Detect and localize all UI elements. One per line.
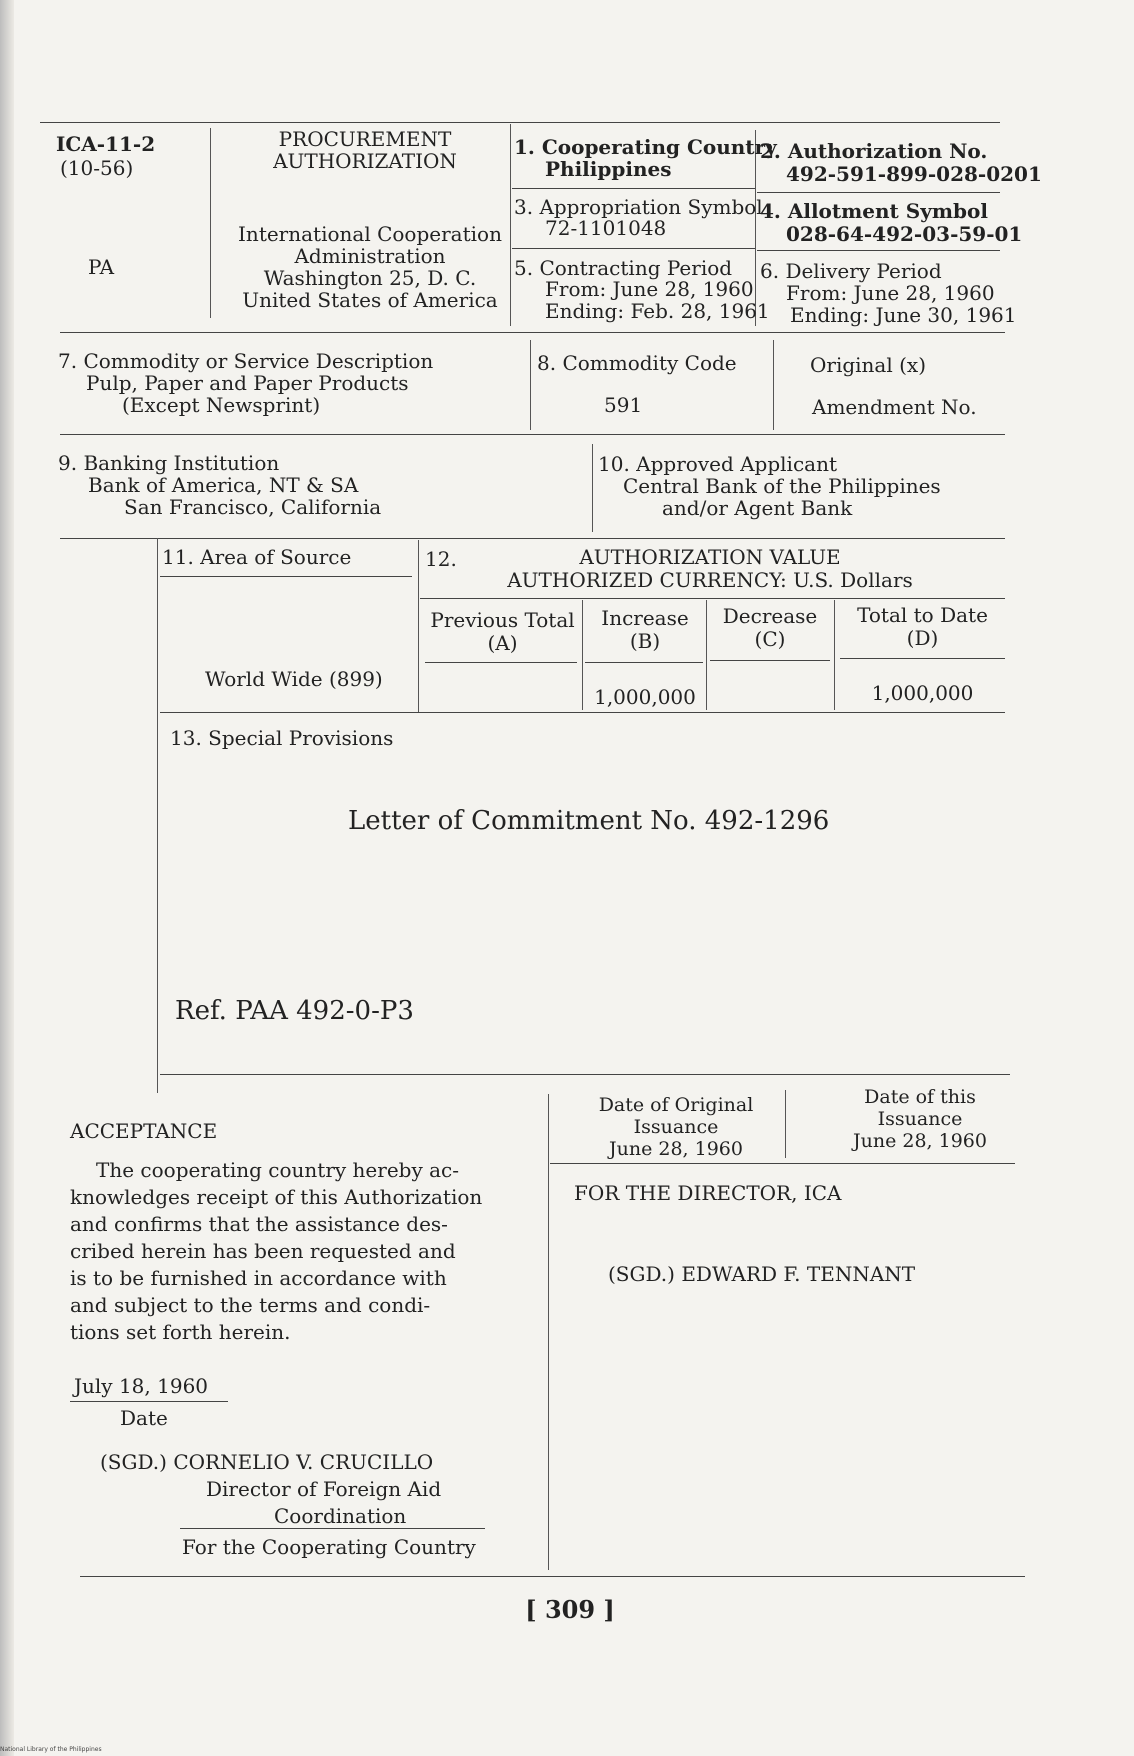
field1-value: Philippines bbox=[545, 157, 672, 181]
col-c-header-1: Decrease bbox=[722, 604, 818, 628]
acceptance-line-4: cribed herein has been requested and bbox=[70, 1239, 456, 1263]
reference: Ref. PAA 492-0-P3 bbox=[175, 996, 414, 1026]
cell-increase: 1,000,000 bbox=[594, 685, 696, 709]
rule-f2 bbox=[757, 192, 1000, 193]
cell-total-to-date: 1,000,000 bbox=[871, 681, 974, 705]
rule-issuance bbox=[550, 1163, 1015, 1164]
field9-line2: San Francisco, California bbox=[124, 495, 382, 519]
original-issuance-date: June 28, 1960 bbox=[609, 1138, 743, 1160]
rule-col-d bbox=[840, 658, 1005, 659]
agency-line4: United States of America bbox=[242, 288, 498, 312]
rule-value-header bbox=[420, 598, 1005, 599]
provisions-label: 13. Special Provisions bbox=[170, 726, 394, 750]
acceptance-date: July 18, 1960 bbox=[74, 1374, 209, 1398]
acceptance-signer: (SGD.) CORNELIO V. CRUCILLO bbox=[100, 1450, 434, 1474]
signer-for: For the Cooperating Country bbox=[182, 1535, 476, 1559]
rule-date bbox=[70, 1401, 228, 1402]
rule-col-a bbox=[425, 662, 577, 663]
acceptance-line-2: knowledges receipt of this Authorization bbox=[70, 1185, 483, 1209]
field6-to: Ending: June 30, 1961 bbox=[790, 303, 1017, 327]
acceptance-line-3: and confirms that the assistance des- bbox=[70, 1212, 448, 1236]
rule-col-c bbox=[710, 660, 830, 661]
original-issuance-label-2: Issuance bbox=[633, 1116, 719, 1138]
field6-from: From: June 28, 1960 bbox=[786, 281, 995, 305]
field9-line1: Bank of America, NT & SA bbox=[88, 473, 359, 497]
this-issuance-label-1: Date of this bbox=[864, 1086, 976, 1108]
rule-f1 bbox=[512, 188, 755, 189]
letter-of-commitment: Letter of Commitment No. 492-1296 bbox=[348, 806, 830, 836]
provisions-left-border bbox=[157, 538, 158, 1093]
col-d-header-2: (D) bbox=[906, 626, 939, 650]
rule-f3 bbox=[512, 248, 755, 249]
agency-line3: Washington 25, D. C. bbox=[263, 266, 477, 290]
agency-line1: International Cooperation bbox=[238, 222, 502, 246]
field10-line2: and/or Agent Bank bbox=[662, 496, 853, 520]
field5-label: 5. Contracting Period bbox=[514, 256, 733, 280]
this-issuance-date: June 28, 1960 bbox=[853, 1130, 987, 1152]
col-b-header-1: Increase bbox=[601, 606, 689, 630]
field4-label: 4. Allotment Symbol bbox=[760, 199, 988, 223]
page-number: [ 309 ] bbox=[525, 1595, 615, 1624]
field10-line1: Central Bank of the Philippines bbox=[623, 474, 941, 498]
title-line2: AUTHORIZATION bbox=[273, 149, 457, 173]
field12-label: 12. bbox=[425, 547, 457, 571]
acceptance-date-label: Date bbox=[120, 1406, 168, 1430]
rule-f4 bbox=[757, 250, 1000, 251]
col-a-header-1: Previous Total bbox=[430, 608, 575, 632]
header-divider-3 bbox=[755, 130, 756, 326]
rule-signer bbox=[180, 1528, 485, 1529]
rule-col-b bbox=[585, 662, 703, 663]
acceptance-divider bbox=[548, 1094, 549, 1570]
field7-line2: (Except Newsprint) bbox=[122, 393, 321, 417]
col-b-header-2: (B) bbox=[629, 629, 661, 653]
rule-field11 bbox=[160, 576, 412, 577]
field7-line1: Pulp, Paper and Paper Products bbox=[86, 371, 409, 395]
field12-title: AUTHORIZATION VALUE bbox=[579, 545, 841, 569]
header-divider-2 bbox=[510, 124, 511, 326]
field2-label: 2. Authorization No. bbox=[760, 139, 988, 163]
rule-bottom bbox=[80, 1576, 1025, 1577]
form-date: (10-56) bbox=[60, 156, 134, 180]
signer-title-1: Director of Foreign Aid bbox=[206, 1477, 442, 1501]
field1-label: 1. Cooperating Country bbox=[514, 135, 777, 159]
rule-value-bottom bbox=[160, 712, 1005, 713]
header-divider-1 bbox=[210, 128, 211, 318]
field3-value: 72-1101048 bbox=[545, 216, 667, 240]
field11-label: 11. Area of Source bbox=[162, 545, 352, 569]
this-issuance-label-2: Issuance bbox=[877, 1108, 963, 1130]
acceptance-title: ACCEPTANCE bbox=[70, 1119, 218, 1143]
for-the-director: FOR THE DIRECTOR, ICA bbox=[574, 1181, 842, 1205]
rule-row9 bbox=[60, 538, 1005, 539]
acceptance-line-6: and subject to the terms and condi- bbox=[70, 1293, 431, 1317]
top-rule bbox=[40, 122, 1000, 123]
field5-from: From: June 28, 1960 bbox=[545, 277, 754, 301]
field2-value: 492-591-899-028-0201 bbox=[786, 162, 1042, 186]
director-signature: (SGD.) EDWARD F. TENNANT bbox=[608, 1262, 916, 1286]
field11-value: World Wide (899) bbox=[205, 667, 383, 691]
footer-credit: National Library of the Philippines bbox=[0, 1746, 102, 1753]
agency-line2: Administration bbox=[294, 244, 446, 268]
field9-label: 9. Banking Institution bbox=[58, 451, 280, 475]
field4-value: 028-64-492-03-59-01 bbox=[786, 222, 1023, 246]
field12-currency: AUTHORIZED CURRENCY: U.S. Dollars bbox=[507, 568, 913, 592]
field10-label: 10. Approved Applicant bbox=[598, 452, 837, 476]
col-a-header-2: (A) bbox=[487, 631, 518, 655]
acceptance-line-5: is to be furnished in accordance with bbox=[70, 1266, 447, 1290]
divider-8-orig bbox=[773, 340, 774, 430]
title-line1: PROCUREMENT bbox=[278, 127, 452, 151]
col-divider-ab bbox=[582, 600, 583, 710]
field6-label: 6. Delivery Period bbox=[760, 259, 942, 283]
rule-row7 bbox=[60, 434, 1005, 435]
issuance-divider bbox=[785, 1090, 786, 1158]
divider-11-12 bbox=[418, 540, 419, 712]
col-divider-bc bbox=[706, 600, 707, 710]
signer-title-2: Coordination bbox=[274, 1504, 407, 1528]
divider-9-10 bbox=[592, 444, 593, 532]
acceptance-line-7: tions set forth herein. bbox=[70, 1320, 291, 1344]
rule-header-bottom bbox=[60, 332, 1005, 333]
acceptance-line-1: The cooperating country hereby ac- bbox=[96, 1158, 460, 1182]
rule-provisions-bottom bbox=[160, 1074, 1010, 1075]
field8-label: 8. Commodity Code bbox=[537, 351, 737, 375]
field8-value: 591 bbox=[604, 393, 643, 417]
field7-label: 7. Commodity or Service Description bbox=[58, 349, 434, 373]
col-c-header-2: (C) bbox=[754, 627, 786, 651]
col-d-header-1: Total to Date bbox=[857, 603, 988, 627]
field5-to: Ending: Feb. 28, 1961 bbox=[545, 299, 770, 323]
original-mark: Original (x) bbox=[810, 353, 926, 377]
amendment-number: Amendment No. bbox=[812, 395, 977, 419]
scan-edge bbox=[0, 0, 14, 1756]
col-divider-cd bbox=[834, 600, 835, 710]
original-issuance-label-1: Date of Original bbox=[598, 1094, 754, 1116]
divider-7-8 bbox=[530, 340, 531, 430]
field3-label: 3. Appropriation Symbol bbox=[514, 195, 763, 219]
form-code: PA bbox=[88, 255, 115, 279]
form-number: ICA-11-2 bbox=[56, 132, 156, 156]
